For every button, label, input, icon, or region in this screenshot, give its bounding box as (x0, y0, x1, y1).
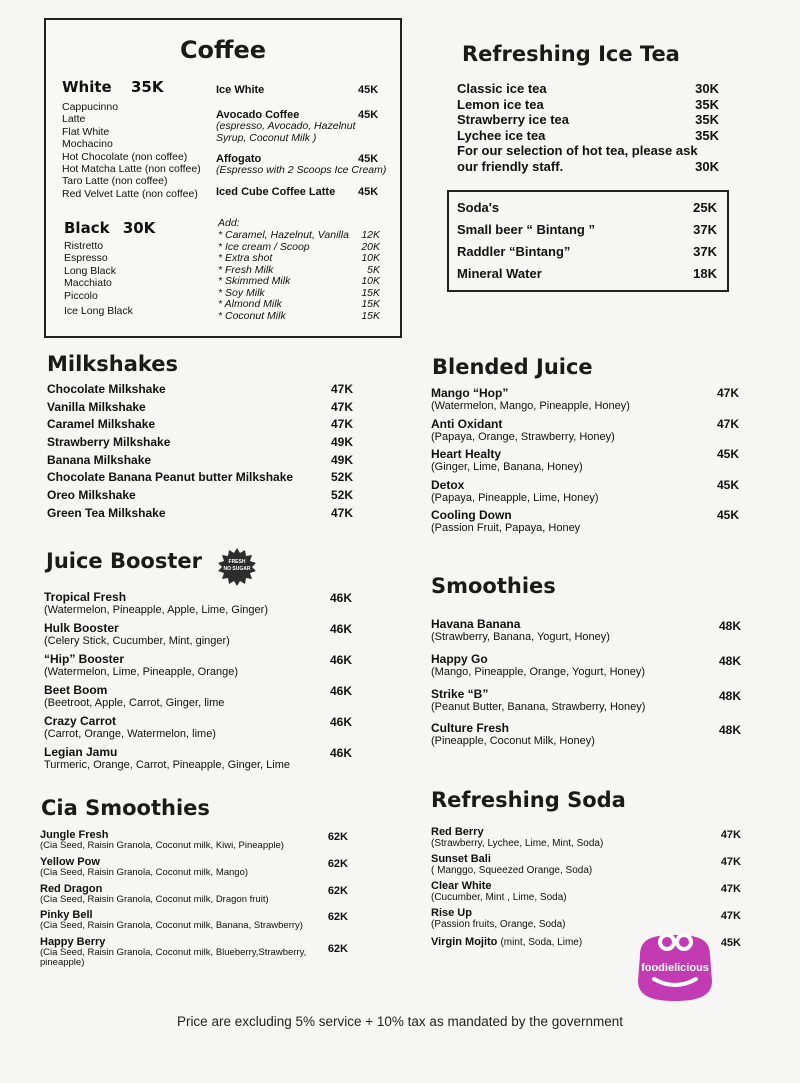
drink-price: 37K (693, 222, 717, 237)
milkshake-price: 49K (330, 452, 353, 467)
drink-row (457, 266, 717, 281)
milkshake-price: 52K (330, 470, 353, 485)
blended-row (431, 417, 741, 448)
white-coffee-label (62, 78, 163, 96)
booster-name: Tropical Fresh (44, 590, 127, 604)
smoothie-name: Havana Banana (431, 617, 521, 631)
soda-desc: (Cucumber, Mint , Lime, Soda) (431, 892, 567, 903)
addon-row (218, 311, 380, 323)
white-item: Hot Matcha Latte (non coffee) (62, 163, 201, 176)
drink-row (457, 222, 717, 237)
milkshake-name: Oreo Milkshake (47, 488, 136, 503)
blended-price: 45K (716, 447, 739, 461)
milkshake-row (47, 400, 353, 418)
special-price: 45K (358, 109, 379, 121)
booster-price: 46K (329, 591, 352, 605)
addon-name: * Soy Milk (218, 286, 265, 299)
soda-row (431, 881, 741, 908)
smoothie-desc: (Mango, Pineapple, Orange, Yogurt, Honey) (431, 665, 646, 678)
addons-list (218, 230, 380, 322)
soda-name: Clear White (431, 880, 492, 892)
addon-price: 10K (361, 275, 380, 287)
booster-name: Beet Boom (44, 683, 108, 697)
special-name: Iced Cube Coffee Latte (216, 186, 336, 198)
smoothie-price: 48K (718, 653, 741, 668)
booster-desc: (Carrot, Orange, Watermelon, lime) (44, 728, 216, 740)
tea-price: 35K (695, 96, 719, 112)
drink-name: Small beer “ Bintang ” (457, 222, 595, 237)
booster-price: 46K (329, 684, 352, 698)
soda-desc: ( Manggo, Squeezed Orange, Soda) (431, 865, 593, 876)
black-item: Macchiato (64, 277, 112, 290)
smoothie-price: 48K (718, 723, 741, 738)
tax-footer-note: Price are excluding 5% service + 10% tax as mandated by the government (176, 1014, 624, 1029)
blended-desc: (Passion Fruit, Papaya, Honey (431, 522, 581, 534)
soda-name: Virgin Mojito (431, 936, 498, 948)
cia-smoothies-title: Cia Smoothies (41, 796, 210, 820)
addon-price: 15K (361, 309, 380, 322)
soda-desc: (Strawberry, Lychee, Lime, Mint, Soda) (431, 838, 604, 849)
cia-row (40, 857, 350, 884)
milkshake-name: Green Tea Milkshake (47, 505, 166, 520)
cia-desc: (Cia Seed, Raisin Granola, Coconut milk, Banana, Strawberry) (40, 920, 303, 932)
cia-name: Yellow Pow (40, 855, 100, 868)
smoothie-row (431, 652, 741, 687)
ice-tea-title: Refreshing Ice Tea (462, 42, 680, 66)
blended-price: 47K (716, 416, 739, 431)
booster-row (44, 714, 354, 745)
blended-price: 47K (716, 386, 739, 400)
milkshake-name: Strawberry Milkshake (47, 435, 171, 450)
cia-name: Happy Berry (40, 936, 106, 949)
soda-price: 47K (720, 883, 741, 895)
soda-price: 47K (720, 910, 741, 922)
tea-price: 35K (695, 112, 719, 127)
juice-booster-list (44, 590, 354, 776)
soda-price: 45K (720, 937, 741, 949)
cia-price: 62K (327, 943, 348, 956)
milkshake-row (47, 453, 353, 471)
milkshake-row (47, 417, 353, 435)
black-item: Ristretto (64, 240, 104, 252)
milkshakes-title: Milkshakes (47, 352, 179, 376)
milkshake-name: Banana Milkshake (47, 452, 152, 467)
smoothie-price: 48K (718, 688, 741, 703)
soda-desc: (Passion fruits, Orange, Soda) (431, 919, 566, 930)
cia-price: 62K (327, 831, 348, 843)
cia-name: Red Dragon (40, 882, 103, 895)
blended-desc: (Papaya, Orange, Strawberry, Honey) (431, 430, 615, 443)
smoothie-price: 48K (718, 619, 741, 633)
black-item: Piccolo (64, 289, 98, 302)
badge-line: FRESH (228, 559, 246, 565)
black-item: Long Black (64, 264, 116, 277)
drink-name: Raddler “Bintang” (457, 244, 571, 259)
addon-price: 15K (361, 298, 380, 310)
addon-name: * Ice cream / Scoop (218, 240, 310, 253)
black-label-text: Black (64, 219, 110, 237)
milkshake-price: 47K (330, 399, 353, 414)
milkshake-price: 47K (330, 382, 353, 396)
cia-name: Jungle Fresh (40, 829, 109, 841)
addon-price: 15K (361, 286, 380, 299)
milkshake-name: Chocolate Milkshake (47, 382, 166, 396)
smoothie-name: Culture Fresh (431, 721, 510, 736)
special-price: 45K (358, 84, 379, 96)
milkshake-name: Caramel Milkshake (47, 417, 156, 432)
white-item: Taro Latte (non coffee) (62, 175, 168, 188)
booster-row (44, 652, 354, 683)
milkshake-row (47, 506, 353, 524)
booster-row (44, 745, 354, 776)
addon-name: * Fresh Milk (218, 263, 274, 276)
milkshake-name: Chocolate Banana Peanut butter Milkshake (47, 470, 294, 485)
addon-name: * Skimmed Milk (218, 275, 291, 287)
black-price: 30K (122, 219, 156, 237)
addon-name: * Coconut Milk (218, 309, 286, 322)
addon-row (218, 253, 380, 265)
soda-name: Sunset Bali (431, 853, 491, 865)
foodielicious-logo (632, 929, 718, 1003)
cia-row (40, 937, 350, 973)
blended-desc: (Watermelon, Mango, Pineapple, Honey) (431, 400, 630, 412)
badge-text (217, 559, 257, 573)
tea-name: Lemon ice tea (457, 96, 544, 112)
milkshake-price: 47K (330, 417, 353, 432)
ice-tea-list (457, 81, 719, 174)
white-coffee-list (62, 101, 201, 200)
blended-name: Heart Healty (431, 447, 502, 461)
booster-desc: (Celery Stick, Cucumber, Mint, ginger) (44, 635, 230, 647)
milkshake-row (47, 435, 353, 453)
tea-name: Strawberry ice tea (457, 112, 570, 127)
addon-price: 5K (367, 263, 380, 276)
booster-name: “Hip” Booster (44, 652, 125, 666)
blended-row (431, 447, 741, 478)
soda-price: 47K (720, 829, 741, 841)
white-item: Flat White (62, 125, 110, 138)
blended-desc: (Papaya, Pineapple, Lime, Honey) (431, 491, 599, 504)
milkshake-row (47, 488, 353, 506)
soda-row (431, 854, 741, 881)
cia-price: 62K (327, 884, 348, 897)
fresh-no-sugar-badge (217, 547, 257, 587)
blended-name: Mango “Hop” (431, 386, 509, 400)
white-item: Latte (62, 113, 86, 126)
soda-row (431, 827, 741, 854)
special-desc: (espresso, Avocado, Hazelnut Syrup, Coconut Milk ) (216, 120, 356, 144)
booster-desc: (Beetroot, Apple, Carrot, Ginger, lime (44, 697, 225, 709)
special-name: Avocado Coffee (216, 109, 300, 121)
cia-desc-cont: pineapple) (40, 957, 85, 969)
booster-desc: (Watermelon, Lime, Pineapple, Orange) (44, 666, 239, 678)
smoothie-row (431, 721, 741, 756)
milkshake-row (47, 470, 353, 488)
tea-name: Classic ice tea (457, 81, 547, 96)
smoothie-row (431, 687, 741, 722)
smoothies-list (431, 617, 741, 756)
logo-text: foodielicious (641, 962, 709, 974)
cia-desc: (Cia Seed, Raisin Granola, Coconut milk, Kiwi, Pineapple) (40, 840, 284, 851)
addon-row (218, 276, 380, 288)
booster-desc: (Watermelon, Pineapple, Apple, Lime, Ginger) (44, 604, 268, 616)
blended-name: Detox (431, 477, 465, 492)
addon-price: 10K (361, 252, 380, 264)
white-label-text: White (62, 78, 112, 96)
white-price: 35K (130, 78, 164, 96)
cia-row (40, 910, 350, 937)
white-item: Red Velvet Latte (non coffee) (62, 187, 198, 200)
coffee-title: Coffee (179, 36, 267, 64)
white-item: Hot Chocolate (non coffee) (62, 150, 188, 163)
badge-line: NO SUGAR (223, 566, 251, 572)
blended-price: 45K (716, 477, 739, 492)
blended-price: 45K (716, 508, 739, 522)
coffee-section (44, 18, 402, 338)
blended-name: Cooling Down (431, 508, 512, 522)
addon-name: * Caramel, Hazelnut, Vanilla (218, 229, 349, 241)
cia-desc: (Cia Seed, Raisin Granola, Coconut milk, Blueberry,Strawberry, (40, 947, 307, 959)
milkshake-price: 49K (330, 435, 353, 450)
addon-price: 20K (361, 240, 380, 253)
hot-tea-price: 30K (695, 158, 719, 174)
milkshake-row (47, 382, 353, 400)
tea-price: 30K (695, 81, 719, 96)
addon-price: 12K (361, 229, 380, 241)
special-price: 45K (358, 153, 379, 165)
blended-juice-title: Blended Juice (432, 355, 593, 379)
addon-name: * Almond Milk (218, 298, 282, 310)
tea-row (457, 128, 719, 144)
tea-row (457, 97, 719, 113)
white-item: Cappucinno (62, 101, 119, 113)
addon-name: * Extra shot (218, 252, 273, 264)
tea-price: 35K (695, 127, 719, 143)
addon-row (218, 230, 380, 242)
booster-price: 46K (329, 746, 352, 760)
drink-price: 18K (693, 266, 717, 281)
smoothie-desc: (Peanut Butter, Banana, Strawberry, Honey) (431, 700, 646, 713)
soda-desc: (mint, Soda, Lime) (500, 937, 583, 948)
special-name: Affogato (216, 153, 262, 165)
booster-row (44, 683, 354, 714)
tea-row (457, 112, 719, 128)
blended-row (431, 478, 741, 509)
black-coffee-label (64, 219, 155, 237)
drink-row (457, 200, 717, 215)
special-desc: (Espresso with 2 Scoops Ice Cream) (216, 164, 387, 176)
special-price: 45K (358, 186, 379, 198)
blended-row (431, 508, 741, 539)
milkshakes-list (47, 382, 353, 524)
drinks-box (447, 190, 729, 292)
cia-desc: (Cia Seed, Raisin Granola, Coconut milk, Mango) (40, 866, 249, 878)
booster-desc: Turmeric, Orange, Carrot, Pineapple, Ginger, Lime (44, 759, 290, 771)
booster-price: 46K (329, 653, 352, 667)
booster-name: Legian Jamu (44, 745, 118, 759)
addon-row (218, 299, 380, 311)
tea-name: Lychee ice tea (457, 127, 546, 143)
soda-name: Rise Up (431, 907, 472, 919)
white-item: Mochacino (62, 138, 113, 151)
cia-price: 62K (327, 911, 348, 924)
blended-row (431, 386, 741, 417)
booster-name: Crazy Carrot (44, 714, 117, 728)
cia-row (40, 884, 350, 911)
blended-name: Anti Oxidant (431, 416, 503, 431)
cia-desc: (Cia Seed, Raisin Granola, Coconut milk, Dragon fruit) (40, 893, 269, 905)
drink-row (457, 244, 717, 259)
smoothie-row (431, 617, 741, 652)
soda-name: Red Berry (431, 826, 484, 838)
cia-smoothies-list (40, 830, 350, 973)
milkshake-name: Vanilla Milkshake (47, 399, 146, 414)
refreshing-soda-title: Refreshing Soda (431, 788, 626, 812)
cia-row (40, 830, 350, 857)
drink-price: 37K (693, 244, 717, 259)
hot-tea-note: For our selection of hot tea, please ask (457, 143, 698, 158)
booster-row (44, 590, 354, 621)
drink-name: Soda's (457, 200, 500, 215)
black-item: Ice Long Black (64, 305, 133, 318)
smoothies-title: Smoothies (431, 574, 556, 598)
soda-price: 47K (720, 856, 741, 868)
smoothie-name: Happy Go (431, 651, 488, 666)
booster-price: 46K (329, 622, 352, 636)
tea-row (457, 81, 719, 97)
special-name: Ice White (216, 84, 265, 96)
black-coffee-list (64, 240, 133, 317)
smoothie-desc: (Strawberry, Banana, Yogurt, Honey) (431, 631, 610, 643)
black-item: Espresso (64, 252, 108, 265)
smoothie-name: Strike “B” (431, 686, 489, 701)
blended-juice-list (431, 386, 741, 539)
juice-booster-title: Juice Booster (46, 549, 202, 573)
drink-price: 25K (693, 200, 717, 215)
tea-row (457, 159, 719, 175)
hot-tea-note-2: our friendly staff. (457, 158, 564, 174)
booster-name: Hulk Booster (44, 621, 119, 635)
cia-name: Pinky Bell (40, 909, 93, 922)
booster-price: 46K (329, 715, 352, 729)
blended-desc: (Ginger, Lime, Banana, Honey) (431, 461, 583, 473)
smoothie-desc: (Pineapple, Coconut Milk, Honey) (431, 735, 595, 748)
milkshake-price: 47K (330, 505, 353, 520)
milkshake-price: 52K (330, 488, 353, 503)
addons-label: Add: (218, 217, 240, 229)
booster-row (44, 621, 354, 652)
drink-name: Mineral Water (457, 266, 542, 281)
cia-price: 62K (327, 857, 348, 870)
